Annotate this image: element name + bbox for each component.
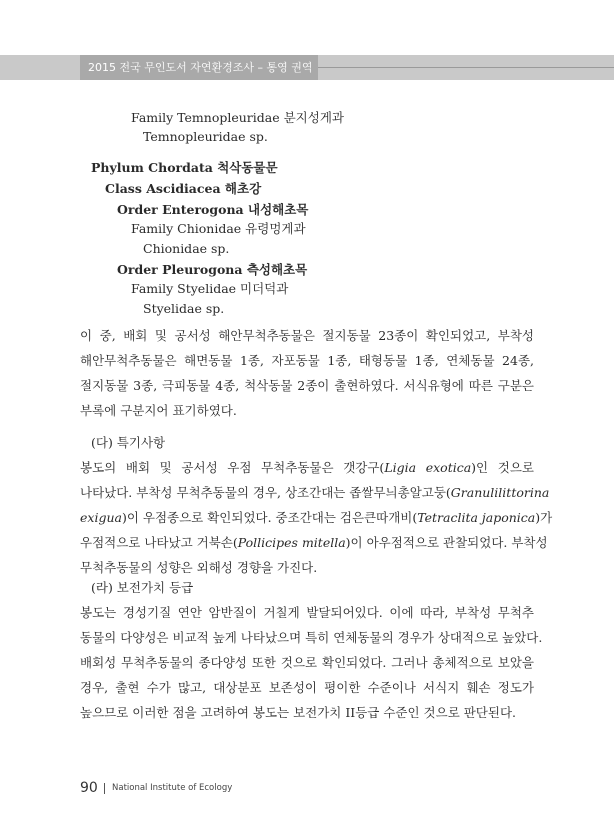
paragraph-line: 해안무척추동물은 해면동물 1종, 자포동물 1종, 태형동물 1종, 연체동물 24종, bbox=[80, 353, 534, 368]
paragraph-line: 높으므로 이러한 점을 고려하여 봉도는 보전가치 II등급 수준인 것으로 판단된다. bbox=[80, 705, 517, 720]
paragraph-line: 무척추동물의 성향은 외해성 경향을 가진다. bbox=[80, 560, 318, 575]
paragraph-line: 동물의 다양성은 비교적 높게 나타났으며 특히 연체동물의 경우가 상대적으로 높았다. bbox=[80, 630, 543, 645]
paragraph-line: 봉도의 배회 및 공서성 우점 무척추동물은 갯강구(Ligia exotica)인 것으로 bbox=[80, 460, 535, 475]
paragraph-line: 배회성 무척추동물의 종다양성 또한 것으로 확인되었다. 그러나 총체적으로 보았을 bbox=[80, 655, 534, 670]
taxon-line: Temnopleuridae sp. bbox=[143, 129, 268, 144]
running-header-title: 2015 전국 무인도서 자연환경조사 – 통영 권역 bbox=[80, 55, 318, 80]
taxon-line: Family Styelidae 미더덕과 bbox=[131, 281, 289, 296]
taxon-line: Family Temnopleuridae 분지성게과 bbox=[131, 110, 344, 125]
header-divider bbox=[318, 67, 614, 68]
taxon-line: Phylum Chordata 척삭동물문 bbox=[91, 160, 278, 175]
paragraph-line: 부록에 구분지어 표기하였다. bbox=[80, 403, 237, 418]
section-heading-conservation-grade: (라) 보전가치 등급 bbox=[91, 580, 194, 595]
taxon-line: Order Pleurogona 측성해초목 bbox=[117, 262, 308, 277]
conservation-grade-paragraph bbox=[80, 600, 543, 725]
paragraph-line: 나타났다. 부착성 무척추동물의 경우, 상조간대는 좁쌀무늬총알고둥(Granulilittorina bbox=[80, 485, 550, 500]
section-heading-special-notes: (다) 특기사항 bbox=[91, 435, 166, 450]
paragraph-line: 봉도는 경성기질 연안 암반질이 거칠게 발달되어있다. 이에 따라, 부착성 무척추 bbox=[80, 605, 534, 620]
paragraph-line: exigua)이 우점종으로 확인되었다. 중조간대는 검은큰따개비(Tetraclita japonica)가 bbox=[80, 510, 553, 525]
summary-paragraph bbox=[80, 323, 534, 423]
footer-divider bbox=[104, 783, 105, 794]
paragraph-line: 이 중, 배회 및 공서성 해안무척추동물은 절지동물 23종이 확인되었고, 부착성 bbox=[80, 328, 534, 343]
page-number: 90 bbox=[80, 780, 98, 796]
taxon-line: Styelidae sp. bbox=[143, 301, 225, 316]
taxon-line: Class Ascidiacea 해초강 bbox=[105, 181, 262, 196]
taxon-line: Order Enterogona 내성해초목 bbox=[117, 202, 309, 217]
paragraph-line: 우점적으로 나타났고 거북손(Pollicipes mitella)이 아우점적으로 관찰되었다. 부착성 bbox=[80, 535, 548, 550]
taxon-line: Chionidae sp. bbox=[143, 241, 230, 256]
paragraph-line: 절지동물 3종, 극피동물 4종, 척삭동물 2종이 출현하였다. 서식유형에 따른 구분은 bbox=[80, 378, 534, 393]
footer-publisher: National Institute of Ecology bbox=[112, 783, 233, 793]
taxon-line: Family Chionidae 유령멍게과 bbox=[131, 221, 306, 236]
special-notes-paragraph bbox=[80, 455, 553, 580]
paragraph-line: 경우, 출현 수가 많고, 대상분포 보존성이 평이한 수준이나 서식지 훼손 정도가 bbox=[80, 680, 534, 695]
